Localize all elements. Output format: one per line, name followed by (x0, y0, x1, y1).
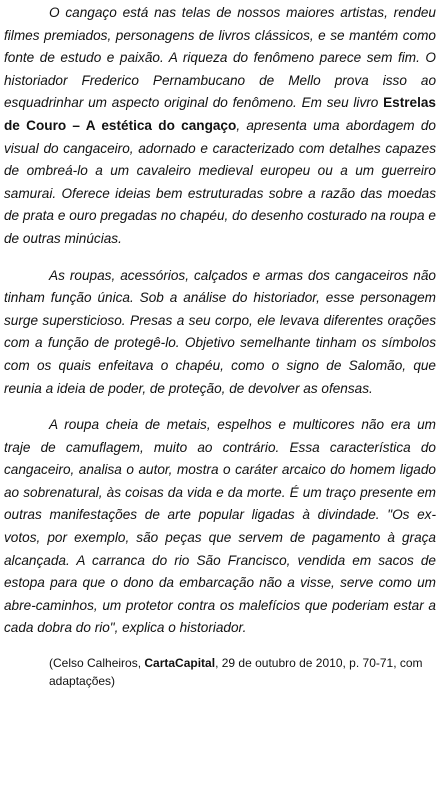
paragraph-1-end: , apresenta uma abordagem do visual do cangaceiro, adornado e caracterizado com detalhes capazes de ombreá-lo a um cavaleiro medieval europeu ou a um guerreiro samurai. Oferece ideias bem estruturadas sobre a razão das moedas de prata e ouro pregadas no chapéu, do desenho costurado na roupa e de outras minúcias. (4, 117, 436, 246)
book-title: Estrelas de Couro – A estética do cangaço (4, 95, 436, 133)
source-citation (49, 654, 436, 690)
citation-author: (Celso Calheiros, (49, 656, 145, 671)
citation-details: , 29 de outubro de 2010, p. 70-71, com adaptações) (49, 656, 423, 689)
paragraph-3: A roupa cheia de metais, espelhos e multicores não era um traje de camuflagem, muito ao contrário. Essa característica do cangaceiro, analisa o autor, mostra o caráter arcaico do homem ligado ao sobrenatural, às coisas da vida e da morte. É um traço presente em outras manifestações de arte popular ligadas à divindade. "Os ex-votos, por exemplo, são peças que servem de pagamento à graça alcançada. A carranca do rio São Francisco, vendida em sacos de estopa para que o dono da embarcação não a visse, serve como um abre-caminhos, um protetor contra os malefícios que poderiam estar a cada dobra do rio", explica o historiador. (4, 417, 436, 636)
paragraph-1 (4, 2, 436, 251)
paragraph-1-start: O cangaço está nas telas de nossos maiores artistas, rendeu filmes premiados, personagens de livros clássicos, e se mantém como fonte de estudo e paixão. A riqueza do fenômeno parece sem fim. O historiador Frederico Pernambucano de Mello prova isso ao esquadrinhar um aspecto original do fenômeno. Em seu livro (4, 5, 436, 111)
paragraph-2: As roupas, acessórios, calçados e armas dos cangaceiros não tinham função única. Sob a análise do historiador, esse personagem surge supersticioso. Presas a seu corpo, ele levava diferentes orações com a função de protegê-lo. Objetivo semelhante tinham os símbolos com os quais enfeitava o chapéu, como o signo de Salomão, que reunia a ideia de poder, de proteção, de devolver as ofensas. (4, 267, 436, 396)
article (4, 2, 436, 690)
citation-publication: CartaCapital (144, 656, 216, 671)
